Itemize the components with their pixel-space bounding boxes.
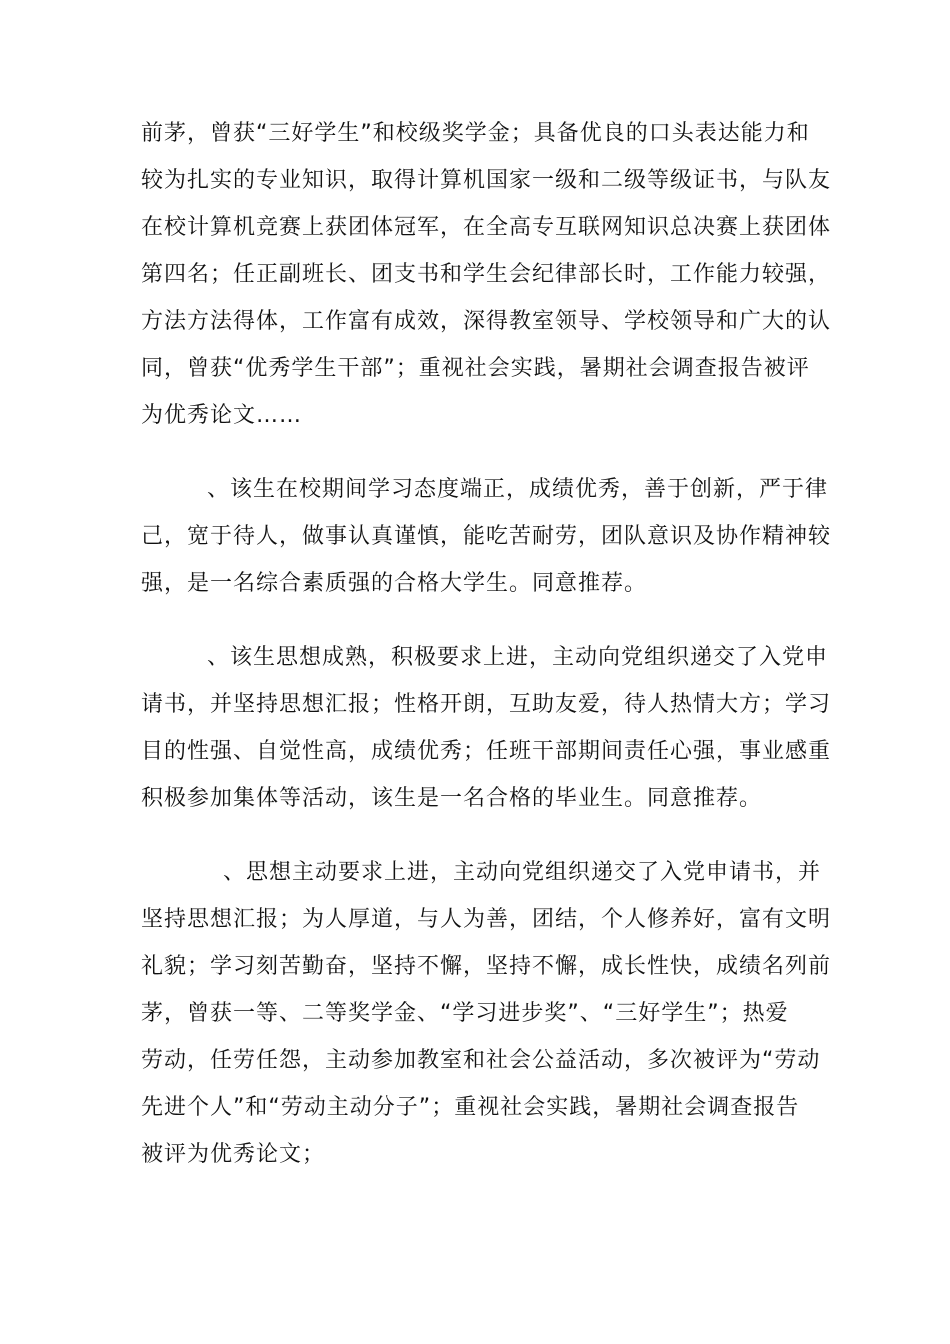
text-line: 、该生思想成熟，积极要求上进，主动向党组织递交了入党申	[207, 645, 829, 670]
text-line: 请书，并坚持思想汇报；性格开朗，互助友爱，待人热情大方；学习	[141, 692, 832, 717]
paragraph-1	[141, 110, 832, 439]
text-line: 前茅，曾获“三好学生”和校级奖学金；具备优良的口头表达能力和	[141, 121, 810, 146]
text-line: 、思想主动要求上进，主动向党组织递交了入党申请书，并	[223, 860, 822, 885]
text-line: 被评为优秀论文；	[141, 1142, 326, 1167]
paragraph-3	[141, 634, 832, 822]
text-line: 第四名；任正副班长、团支书和学生会纪律部长时，工作能力较强，	[141, 262, 832, 287]
text-line: 目的性强、自觉性高，成绩优秀；任班干部期间责任心强，事业感重	[141, 739, 832, 764]
text-line: 劳动，任劳任怨，主动参加教室和社会公益活动，多次被评为“劳动	[141, 1048, 821, 1073]
text-line: 茅，曾获一等、二等奖学金、“学习进步奖”、“三好学生”；热爱	[141, 1001, 789, 1026]
text-line: 积极参加集体等活动，该生是一名合格的毕业生。同意推荐。	[141, 786, 763, 811]
text-line: 同，曾获“优秀学生干部”；重视社会实践，暑期社会调查报告被评	[141, 356, 810, 381]
paragraph-2	[141, 466, 832, 607]
text-line: 坚持思想汇报；为人厚道，与人为善，团结，个人修养好，富有文明	[141, 907, 832, 932]
text-line: 己，宽于待人，做事认真谨慎，能吃苦耐劳，团队意识及协作精神较	[141, 524, 832, 549]
document-body	[141, 110, 832, 1178]
text-line: 较为扎实的专业知识，取得计算机国家一级和二级等级证书，与队友	[141, 168, 832, 193]
text-line: 强，是一名综合素质强的合格大学生。同意推荐。	[141, 571, 648, 596]
paragraph-4	[141, 849, 832, 1178]
text-line: 方法方法得体，工作富有成效，深得教室领导、学校领导和广大的认	[141, 309, 832, 334]
text-line: 为优秀论文……	[141, 403, 303, 428]
text-line: 礼貌；学习刻苦勤奋，坚持不懈，坚持不懈，成长性快，成绩名列前	[141, 954, 832, 979]
text-line: 在校计算机竞赛上获团体冠军，在全高专互联网知识总决赛上获团体	[141, 215, 832, 240]
text-line: 、该生在校期间学习态度端正，成绩优秀，善于创新，严于律	[207, 477, 829, 502]
text-line: 先进个人”和“劳动主动分子”；重视社会实践，暑期社会调查报告	[141, 1095, 800, 1120]
